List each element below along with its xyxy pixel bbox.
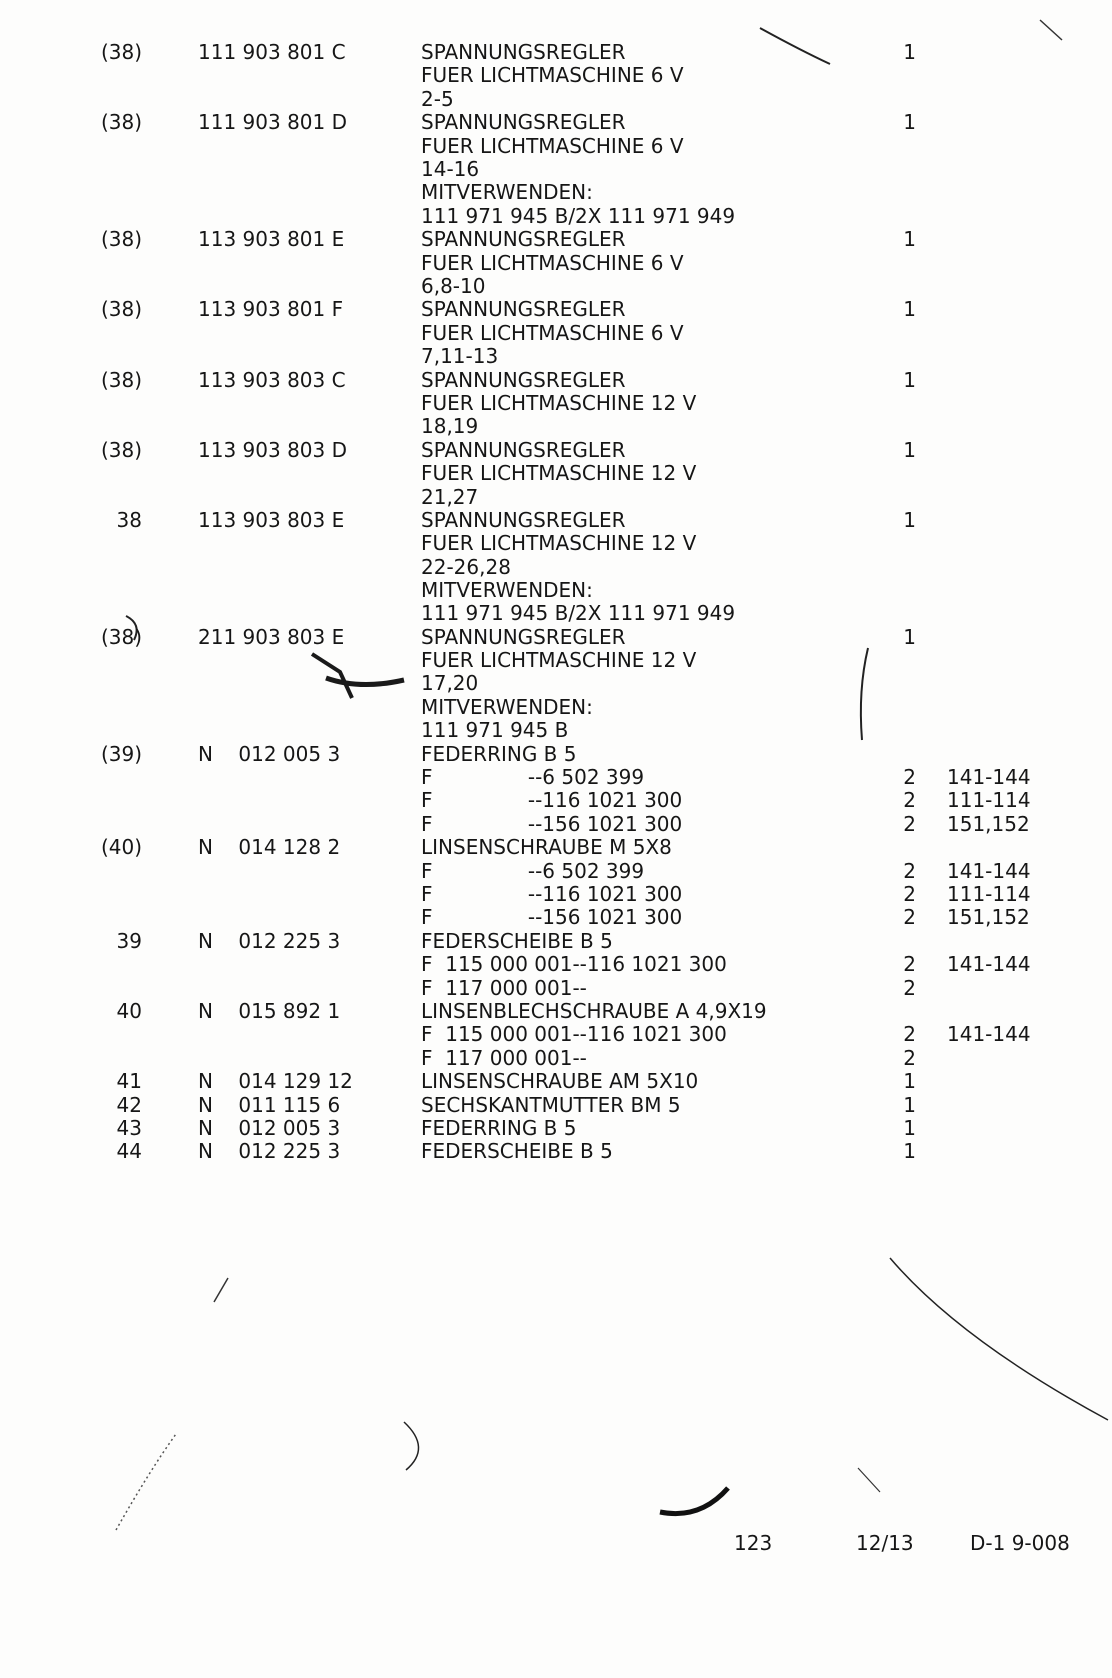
description: FUER LICHTMASCHINE 12 V bbox=[421, 531, 697, 555]
description: MITVERWENDEN: bbox=[421, 695, 593, 719]
table-row bbox=[0, 181, 1112, 204]
remark: 141-144 bbox=[947, 765, 1031, 789]
table-row bbox=[0, 345, 1112, 368]
description: 21,27 bbox=[421, 485, 479, 509]
remark: 111-114 bbox=[947, 882, 1031, 906]
part-number: 111 903 801 D bbox=[198, 110, 347, 134]
position-number: (38) bbox=[100, 227, 142, 251]
table-row bbox=[0, 135, 1112, 158]
table-row bbox=[0, 252, 1112, 275]
description: FUER LICHTMASCHINE 12 V bbox=[421, 391, 697, 415]
description: F --116 1021 300 bbox=[421, 788, 683, 812]
description: 111 971 945 B bbox=[421, 718, 569, 742]
description: FUER LICHTMASCHINE 6 V bbox=[421, 63, 684, 87]
table-row bbox=[0, 322, 1112, 345]
table-row bbox=[0, 719, 1112, 742]
description: 6,8-10 bbox=[421, 274, 486, 298]
remark: 141-144 bbox=[947, 1022, 1031, 1046]
table-row bbox=[0, 228, 1112, 251]
position-number: (38) bbox=[100, 625, 142, 649]
quantity: 2 bbox=[903, 812, 916, 836]
part-number: N 014 128 2 bbox=[198, 835, 341, 859]
quantity: 1 bbox=[903, 508, 916, 532]
table-row bbox=[0, 579, 1112, 602]
description: 111 971 945 B/2X 111 971 949 bbox=[421, 601, 736, 625]
table-row bbox=[0, 369, 1112, 392]
table-row bbox=[0, 298, 1112, 321]
description: FUER LICHTMASCHINE 6 V bbox=[421, 134, 684, 158]
part-number: 113 903 801 E bbox=[198, 227, 345, 251]
description: F 115 000 001--116 1021 300 bbox=[421, 952, 727, 976]
quantity: 1 bbox=[903, 1093, 916, 1117]
quantity: 2 bbox=[903, 952, 916, 976]
part-number: 113 903 801 F bbox=[198, 297, 344, 321]
position-number: (38) bbox=[100, 368, 142, 392]
quantity: 2 bbox=[903, 905, 916, 929]
description: SPANNUNGSREGLER bbox=[421, 297, 626, 321]
table-row bbox=[0, 1070, 1112, 1093]
part-number: 113 903 803 C bbox=[198, 368, 346, 392]
description: FEDERRING B 5 bbox=[421, 742, 577, 766]
quantity: 2 bbox=[903, 882, 916, 906]
description: LINSENBLECHSCHRAUBE A 4,9X19 bbox=[421, 999, 767, 1023]
table-row bbox=[0, 672, 1112, 695]
table-row bbox=[0, 743, 1112, 766]
description: F 117 000 001-- bbox=[421, 1046, 587, 1070]
description: SPANNUNGSREGLER bbox=[421, 508, 626, 532]
table-row bbox=[0, 1140, 1112, 1163]
description: 2-5 bbox=[421, 87, 454, 111]
description: F --156 1021 300 bbox=[421, 905, 683, 929]
table-row bbox=[0, 813, 1112, 836]
table-row bbox=[0, 275, 1112, 298]
table-row bbox=[0, 486, 1112, 509]
description: FEDERSCHEIBE B 5 bbox=[421, 1139, 613, 1163]
part-number: 113 903 803 D bbox=[198, 438, 347, 462]
description: F --6 502 399 bbox=[421, 859, 645, 883]
description: 22-26,28 bbox=[421, 555, 511, 579]
quantity: 1 bbox=[903, 297, 916, 321]
part-number: N 014 129 12 bbox=[198, 1069, 353, 1093]
quantity: 1 bbox=[903, 625, 916, 649]
part-number: N 012 225 3 bbox=[198, 929, 341, 953]
table-row bbox=[0, 860, 1112, 883]
table-row bbox=[0, 439, 1112, 462]
table-row bbox=[0, 41, 1112, 64]
part-number: 211 903 803 E bbox=[198, 625, 345, 649]
table-row bbox=[0, 64, 1112, 87]
position-number: 42 bbox=[116, 1093, 142, 1117]
table-row bbox=[0, 1047, 1112, 1070]
table-row bbox=[0, 1117, 1112, 1140]
description: LINSENSCHRAUBE AM 5X10 bbox=[421, 1069, 699, 1093]
quantity: 1 bbox=[903, 1139, 916, 1163]
position-number: (38) bbox=[100, 110, 142, 134]
table-row bbox=[0, 906, 1112, 929]
page-footer bbox=[0, 1528, 1112, 1558]
position-number: (39) bbox=[100, 742, 142, 766]
description: FUER LICHTMASCHINE 12 V bbox=[421, 461, 697, 485]
position-number: 39 bbox=[116, 929, 142, 953]
table-row bbox=[0, 205, 1112, 228]
description: SPANNUNGSREGLER bbox=[421, 438, 626, 462]
remark: 151,152 bbox=[947, 905, 1030, 929]
table-row bbox=[0, 626, 1112, 649]
description: MITVERWENDEN: bbox=[421, 578, 593, 602]
position-number: (38) bbox=[100, 438, 142, 462]
description: SPANNUNGSREGLER bbox=[421, 40, 626, 64]
table-row bbox=[0, 1023, 1112, 1046]
description: FUER LICHTMASCHINE 12 V bbox=[421, 648, 697, 672]
quantity: 2 bbox=[903, 1046, 916, 1070]
table-row bbox=[0, 158, 1112, 181]
quantity: 1 bbox=[903, 438, 916, 462]
quantity: 1 bbox=[903, 1069, 916, 1093]
description: FUER LICHTMASCHINE 6 V bbox=[421, 321, 684, 345]
description: FUER LICHTMASCHINE 6 V bbox=[421, 251, 684, 275]
quantity: 1 bbox=[903, 110, 916, 134]
table-row bbox=[0, 111, 1112, 134]
part-number: N 012 005 3 bbox=[198, 1116, 341, 1140]
quantity: 1 bbox=[903, 40, 916, 64]
description: MITVERWENDEN: bbox=[421, 180, 593, 204]
position-number: 38 bbox=[116, 508, 142, 532]
description: LINSENSCHRAUBE M 5X8 bbox=[421, 835, 672, 859]
description: SPANNUNGSREGLER bbox=[421, 110, 626, 134]
remark: 151,152 bbox=[947, 812, 1030, 836]
position-number: 40 bbox=[116, 999, 142, 1023]
table-row bbox=[0, 977, 1112, 1000]
table-row bbox=[0, 649, 1112, 672]
description: FEDERRING B 5 bbox=[421, 1116, 577, 1140]
quantity: 2 bbox=[903, 765, 916, 789]
description: F --156 1021 300 bbox=[421, 812, 683, 836]
issue-date: 12/13 bbox=[856, 1531, 914, 1555]
catalog-code: D-1 9-008 bbox=[970, 1531, 1070, 1555]
position-number: 44 bbox=[116, 1139, 142, 1163]
quantity: 1 bbox=[903, 368, 916, 392]
table-row bbox=[0, 883, 1112, 906]
description: 17,20 bbox=[421, 671, 479, 695]
page-number: 123 bbox=[734, 1531, 773, 1555]
table-row bbox=[0, 766, 1112, 789]
description: F --116 1021 300 bbox=[421, 882, 683, 906]
quantity: 2 bbox=[903, 788, 916, 812]
quantity: 2 bbox=[903, 1022, 916, 1046]
table-row bbox=[0, 556, 1112, 579]
table-row bbox=[0, 953, 1112, 976]
quantity: 1 bbox=[903, 227, 916, 251]
part-number: N 011 115 6 bbox=[198, 1093, 341, 1117]
remark: 141-144 bbox=[947, 859, 1031, 883]
table-row bbox=[0, 509, 1112, 532]
part-number: 113 903 803 E bbox=[198, 508, 345, 532]
description: F 117 000 001-- bbox=[421, 976, 587, 1000]
table-row bbox=[0, 462, 1112, 485]
position-number: (38) bbox=[100, 297, 142, 321]
description: 7,11-13 bbox=[421, 344, 499, 368]
table-row bbox=[0, 1000, 1112, 1023]
description: SPANNUNGSREGLER bbox=[421, 368, 626, 392]
position-number: (38) bbox=[100, 40, 142, 64]
description: 14-16 bbox=[421, 157, 480, 181]
table-row bbox=[0, 836, 1112, 859]
position-number: (40) bbox=[100, 835, 142, 859]
quantity: 2 bbox=[903, 976, 916, 1000]
part-number: N 015 892 1 bbox=[198, 999, 341, 1023]
table-row bbox=[0, 602, 1112, 625]
table-row bbox=[0, 532, 1112, 555]
description: FEDERSCHEIBE B 5 bbox=[421, 929, 613, 953]
quantity: 2 bbox=[903, 859, 916, 883]
quantity: 1 bbox=[903, 1116, 916, 1140]
table-row bbox=[0, 789, 1112, 812]
description: SECHSKANTMUTTER BM 5 bbox=[421, 1093, 681, 1117]
position-number: 43 bbox=[116, 1116, 142, 1140]
description: F --6 502 399 bbox=[421, 765, 645, 789]
description: SPANNUNGSREGLER bbox=[421, 625, 626, 649]
part-number: N 012 225 3 bbox=[198, 1139, 341, 1163]
description: SPANNUNGSREGLER bbox=[421, 227, 626, 251]
description: 111 971 945 B/2X 111 971 949 bbox=[421, 204, 736, 228]
table-row bbox=[0, 392, 1112, 415]
remark: 111-114 bbox=[947, 788, 1031, 812]
remark: 141-144 bbox=[947, 952, 1031, 976]
position-number: 41 bbox=[116, 1069, 142, 1093]
part-number: 111 903 801 C bbox=[198, 40, 346, 64]
table-row bbox=[0, 930, 1112, 953]
description: F 115 000 001--116 1021 300 bbox=[421, 1022, 727, 1046]
table-row bbox=[0, 696, 1112, 719]
table-row bbox=[0, 1094, 1112, 1117]
part-number: N 012 005 3 bbox=[198, 742, 341, 766]
description: 18,19 bbox=[421, 414, 479, 438]
table-row bbox=[0, 88, 1112, 111]
table-row bbox=[0, 415, 1112, 438]
